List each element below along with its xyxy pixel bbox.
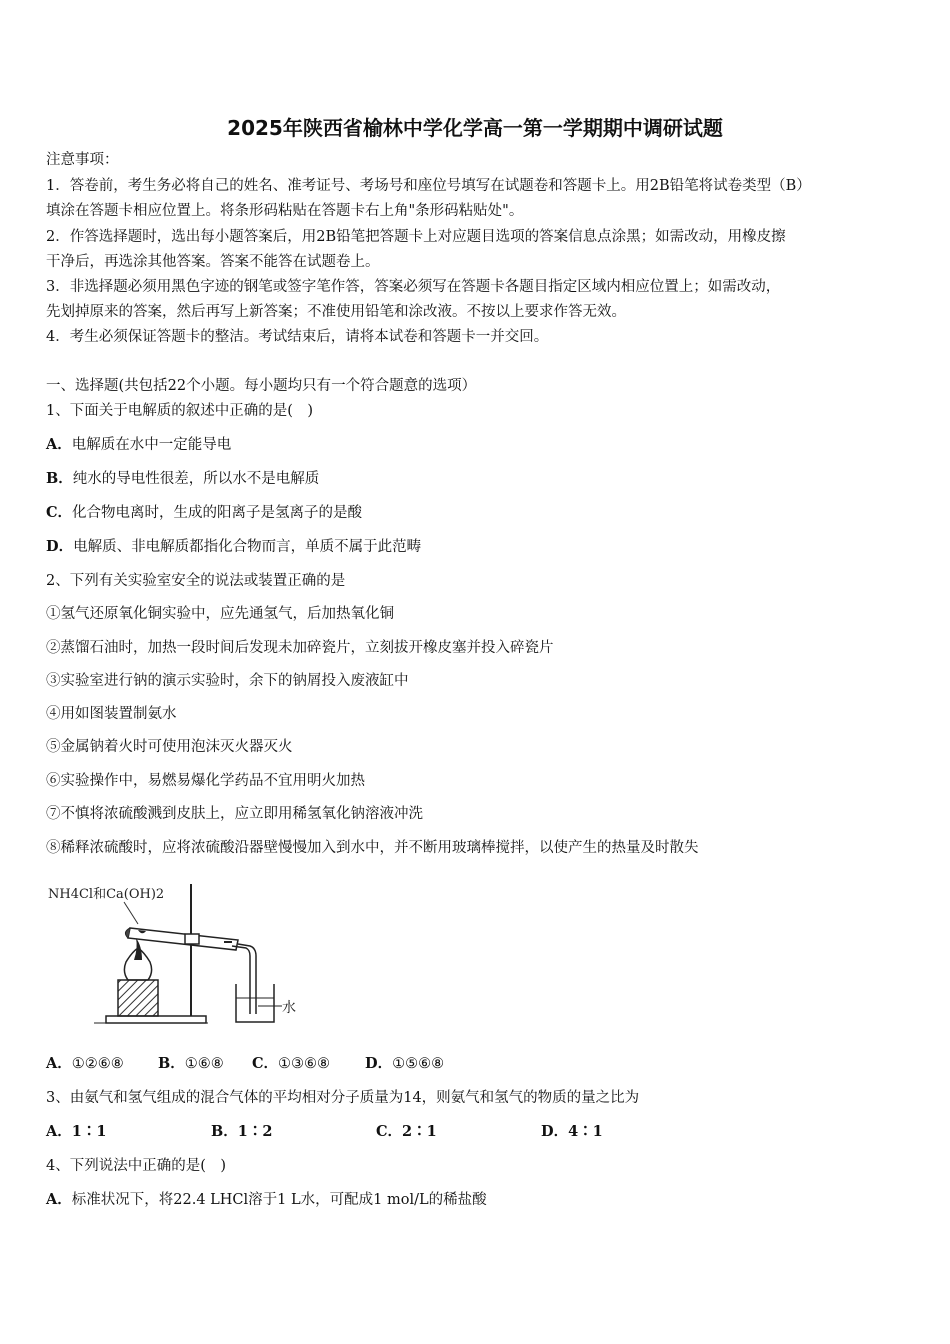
reagent-label: NH4Cl和Ca(OH)2	[48, 887, 165, 902]
option-key: D．	[365, 1055, 393, 1072]
q2-statement: ①氢气还原氧化铜实验中，应先通氢气，后加热氧化铜	[46, 606, 394, 622]
option-text: 标准状况下，将22.4 LHCl溶于1 L水，可配成1 mol/L的稀盐酸	[71, 1192, 487, 1208]
notice-line: 3．非选择题必须用黑色字迹的钢笔或签字笔作答，答案必须写在答题卡各题目指定区域内相应位置上；如需改动，	[46, 279, 781, 295]
q2-option-b	[158, 1054, 224, 1074]
q1-option-a	[46, 435, 231, 455]
q3-option-c	[376, 1122, 437, 1142]
question-3-stem: 3、由氨气和氢气组成的混合气体的平均相对分子质量为14，则氨气和氢气的物质的量之比为	[46, 1090, 640, 1106]
notice-line: 2．作答选择题时，选出每小题答案后，用2B铅笔把答题卡上对应题目选项的答案信息点涂黑；如需改动，用橡皮擦	[46, 229, 786, 245]
option-text: ①⑥⑧	[184, 1056, 224, 1072]
option-text: ①②⑥⑧	[71, 1056, 124, 1072]
question-4-stem: 4、下列说法中正确的是( )	[46, 1158, 227, 1174]
notice-line: 填涂在答题卡相应位置上。将条形码粘贴在答题卡右上角"条形码粘贴处"。	[46, 203, 524, 219]
q1-option-c	[46, 503, 362, 523]
q2-option-d	[365, 1054, 444, 1074]
option-key: A．	[46, 1123, 72, 1140]
q2-statement: ⑦不慎将浓硫酸溅到皮肤上，应立即用稀氢氧化钠溶液冲洗	[46, 806, 423, 822]
option-key: A．	[46, 1191, 72, 1208]
option-text: 4∶1	[568, 1123, 603, 1140]
option-key: B．	[211, 1123, 238, 1140]
option-text: 2∶1	[402, 1123, 437, 1140]
option-text: 1∶1	[71, 1123, 107, 1140]
option-text: 纯水的导电性很差，所以水不是电解质	[72, 471, 320, 487]
q1-option-b	[46, 469, 319, 489]
notice-line: 4．考生必须保证答题卡的整洁。考试结束后，请将本试卷和答题卡一并交回。	[46, 329, 549, 345]
q2-statement: ⑤金属钠着火时可使用泡沫灭火器灭火	[46, 739, 293, 755]
notice-heading: 注意事项：	[46, 152, 119, 168]
option-text: 电解质在水中一定能导电	[71, 437, 232, 453]
q2-statement: ⑥实验操作中，易燃易爆化学药品不宜用明火加热	[46, 773, 365, 789]
option-key: A．	[46, 436, 72, 453]
notice-line: 干净后，再选涂其他答案。答案不能答在试题卷上。	[46, 254, 380, 270]
q3-option-d	[541, 1122, 603, 1142]
q3-option-a	[46, 1122, 106, 1142]
q2-option-a	[46, 1054, 124, 1074]
q2-statement: ③实验室进行钠的演示实验时，余下的钠屑投入废液缸中	[46, 673, 409, 689]
q2-option-c	[252, 1054, 330, 1074]
option-text: ①③⑥⑧	[278, 1056, 331, 1072]
water-label: 水	[282, 1000, 296, 1016]
q3-option-b	[211, 1122, 272, 1142]
option-text: 化合物电离时，生成的阳离子是氢离子的是酸	[72, 505, 363, 521]
option-text: 1∶2	[237, 1123, 273, 1140]
option-key: D．	[46, 538, 74, 555]
option-key: B．	[158, 1055, 185, 1072]
option-text: 电解质、非电解质都指化合物而言，单质不属于此范畴	[73, 539, 422, 555]
notice-line: 先划掉原来的答案，然后再写上新答案；不准使用铅笔和涂改液。不按以上要求作答无效。	[46, 304, 626, 320]
option-text: ①⑤⑥⑧	[392, 1056, 445, 1072]
ammonia-apparatus-figure	[46, 876, 316, 1036]
question-2-stem: 2、下列有关实验室安全的说法或装置正确的是	[46, 573, 346, 589]
q2-statement: ②蒸馏石油时，加热一段时间后发现未加碎瓷片，立刻拔开橡皮塞并投入碎瓷片	[46, 640, 554, 656]
option-key: C．	[46, 504, 73, 521]
page-title: 2025年陕西省榆林中学化学高一第一学期期中调研试题	[227, 116, 723, 140]
question-1-stem: 1、下面关于电解质的叙述中正确的是( )	[46, 403, 314, 419]
option-key: A．	[46, 1055, 72, 1072]
notice-line: 1．答卷前，考生务必将自己的姓名、准考证号、考场号和座位号填写在试题卷和答题卡上。用2B铅笔将试卷类型（B）	[46, 178, 811, 194]
q4-option-a	[46, 1190, 487, 1210]
option-key: B．	[46, 470, 73, 487]
option-key: C．	[252, 1055, 279, 1072]
q2-statement: ④用如图装置制氨水	[46, 706, 177, 722]
q1-option-d	[46, 537, 421, 557]
option-key: C．	[376, 1123, 403, 1140]
section-heading: 一、选择题(共包括22个小题。每小题均只有一个符合题意的选项）	[46, 378, 477, 394]
option-key: D．	[541, 1123, 569, 1140]
q2-statement: ⑧稀释浓硫酸时，应将浓硫酸沿器壁慢慢加入到水中，并不断用玻璃棒搅拌，以使产生的热量及时散失	[46, 840, 699, 856]
